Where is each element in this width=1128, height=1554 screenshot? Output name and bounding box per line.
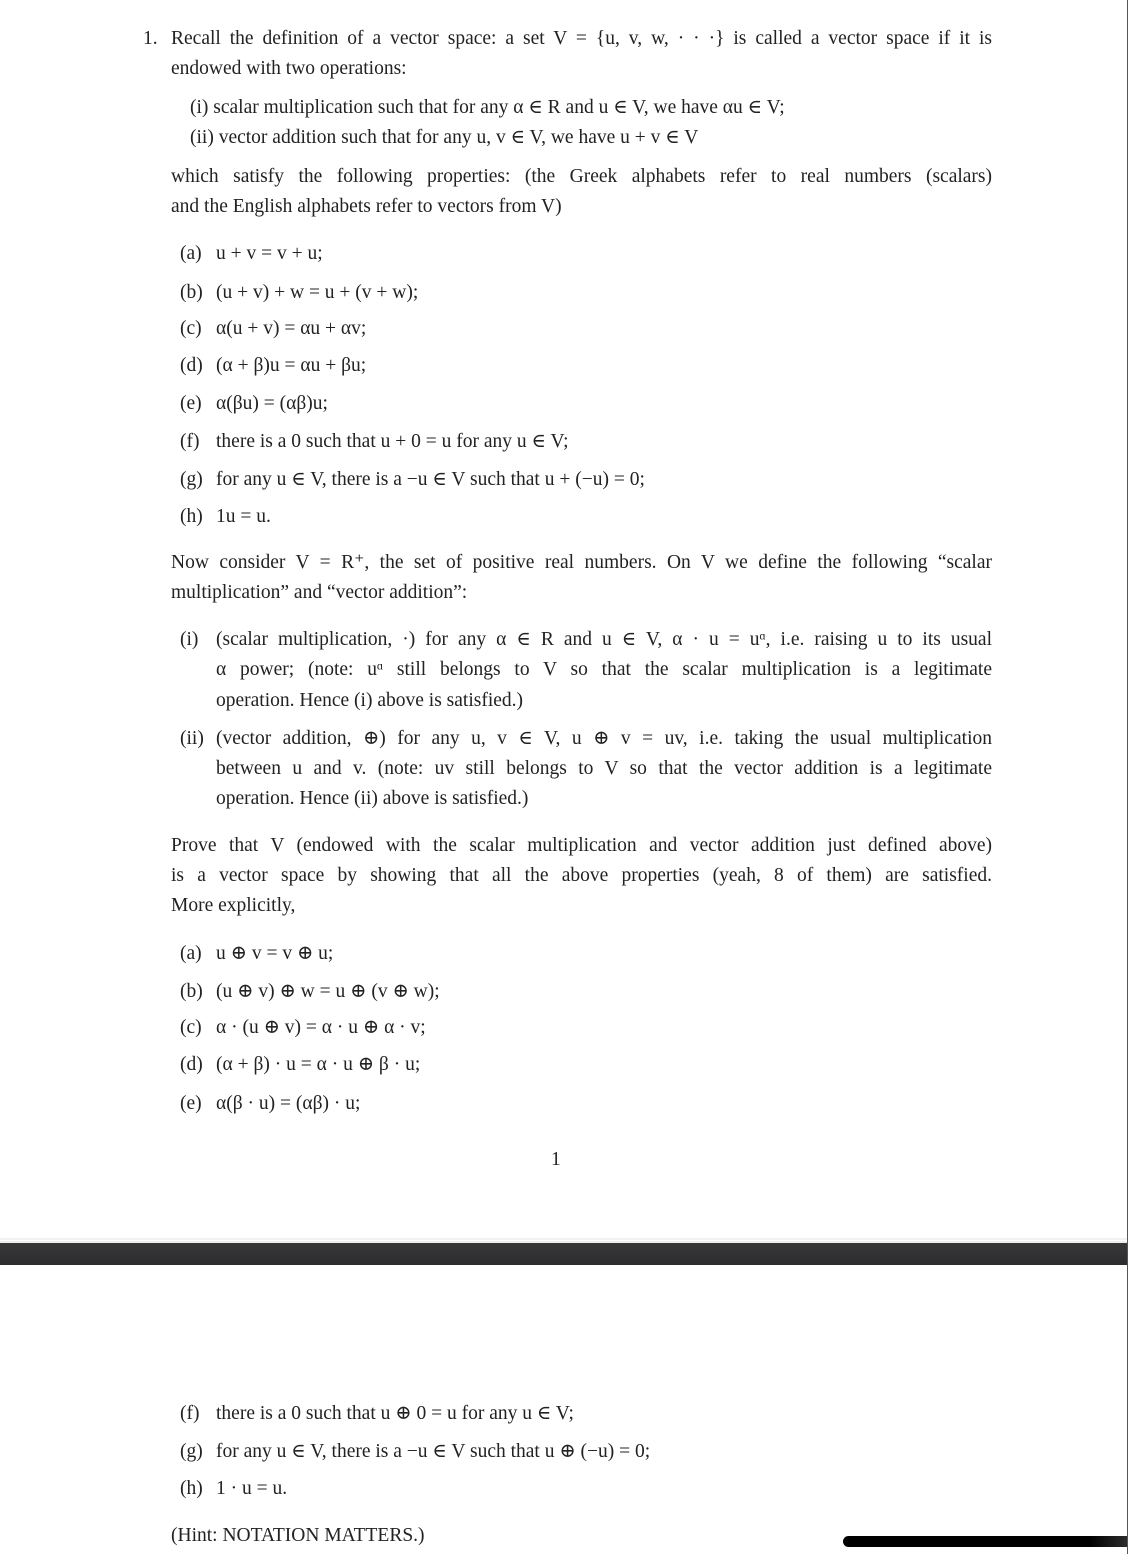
property-text: (α + β) · u = α · u ⊕ β · u; bbox=[216, 1054, 421, 1075]
page-gap-bar bbox=[0, 1241, 1128, 1265]
property-text: u ⊕ v = v ⊕ u; bbox=[216, 943, 334, 964]
property-text: α(β · u) = (αβ) · u; bbox=[216, 1093, 361, 1114]
property-text: (α + β)u = αu + βu; bbox=[216, 355, 367, 376]
property-label: (d) bbox=[180, 355, 203, 376]
prove-line: More explicitly, bbox=[171, 895, 296, 916]
property-label: (f) bbox=[180, 431, 200, 452]
property-text: (u ⊕ v) ⊕ w = u ⊕ (v ⊕ w); bbox=[216, 981, 440, 1002]
definition-label: (i) bbox=[180, 629, 199, 650]
property-label: (e) bbox=[180, 393, 202, 414]
property-label: (a) bbox=[180, 943, 202, 964]
satisfy-line: which satisfy the following properties: (the Greek alphabets refer to real numbers (scalars) bbox=[171, 166, 992, 187]
definition-text: operation. Hence (ii) above is satisfied.) bbox=[216, 788, 529, 809]
hint-text: (Hint: NOTATION MATTERS.) bbox=[171, 1525, 425, 1546]
property-label: (g) bbox=[180, 1441, 203, 1462]
property-text: there is a 0 such that u + 0 = u for any u ∈ V; bbox=[216, 431, 569, 452]
property-text: for any u ∈ V, there is a −u ∈ V such that u ⊕ (−u) = 0; bbox=[216, 1441, 651, 1462]
satisfy-line: and the English alphabets refer to vectors from V) bbox=[171, 196, 562, 217]
property-label: (h) bbox=[180, 506, 203, 527]
definition-text: operation. Hence (i) above is satisfied.) bbox=[216, 690, 524, 711]
property-text: α(βu) = (αβ)u; bbox=[216, 393, 328, 414]
property-label: (d) bbox=[180, 1054, 203, 1075]
property-text: for any u ∈ V, there is a −u ∈ V such that u + (−u) = 0; bbox=[216, 469, 645, 490]
property-label: (g) bbox=[180, 469, 203, 490]
definition-text: between u and v. (note: uv still belongs to V so that the vector addition is a legitimate bbox=[216, 758, 992, 779]
page-divider bbox=[0, 1238, 1128, 1240]
property-text: α(u + v) = αu + αv; bbox=[216, 318, 367, 339]
property-label: (c) bbox=[180, 1017, 202, 1038]
definition-label: (ii) bbox=[180, 728, 204, 749]
property-label: (a) bbox=[180, 243, 202, 264]
property-label: (e) bbox=[180, 1093, 202, 1114]
property-text: 1u = u. bbox=[216, 506, 271, 527]
property-label: (c) bbox=[180, 318, 202, 339]
property-label: (h) bbox=[180, 1478, 203, 1499]
horizontal-scrollbar[interactable] bbox=[843, 1536, 1128, 1547]
page-number: 1 bbox=[551, 1149, 561, 1170]
definition-text: (scalar multiplication, ·) for any α ∈ R and u ∈ V, α · u = uᵅ, i.e. raising u to its usual bbox=[216, 629, 992, 650]
property-label: (b) bbox=[180, 282, 203, 303]
problem-number: 1. bbox=[143, 28, 158, 49]
now-consider-line: multiplication” and “vector addition”: bbox=[171, 582, 468, 603]
now-consider-line: Now consider V = R⁺, the set of positive real numbers. On V we define the following “scalar bbox=[171, 552, 992, 573]
property-text: there is a 0 such that u ⊕ 0 = u for any u ∈ V; bbox=[216, 1403, 574, 1424]
operation-item: (i) scalar multiplication such that for any α ∈ R and u ∈ V, we have αu ∈ V; bbox=[190, 97, 785, 118]
property-text: 1 · u = u. bbox=[216, 1478, 288, 1499]
operation-item: (ii) vector addition such that for any u, v ∈ V, we have u + v ∈ V bbox=[190, 127, 699, 148]
intro-line: Recall the definition of a vector space: a set V = {u, v, w, · · ·} is called a vector space if it is bbox=[171, 28, 992, 49]
definition-text: α power; (note: uᵅ still belongs to V so that the scalar multiplication is a legitimate bbox=[216, 659, 992, 680]
prove-line: Prove that V (endowed with the scalar multiplication and vector addition just defined above) bbox=[171, 835, 992, 856]
property-label: (b) bbox=[180, 981, 203, 1002]
intro-line: endowed with two operations: bbox=[171, 58, 407, 79]
prove-line: is a vector space by showing that all the above properties (yeah, 8 of them) are satisfied. bbox=[171, 865, 992, 886]
property-text: α · (u ⊕ v) = α · u ⊕ α · v; bbox=[216, 1017, 426, 1038]
property-label: (f) bbox=[180, 1403, 200, 1424]
property-text: u + v = v + u; bbox=[216, 243, 323, 264]
definition-text: (vector addition, ⊕) for any u, v ∈ V, u ⊕ v = uv, i.e. taking the usual multiplication bbox=[216, 728, 992, 749]
property-text: (u + v) + w = u + (v + w); bbox=[216, 282, 419, 303]
